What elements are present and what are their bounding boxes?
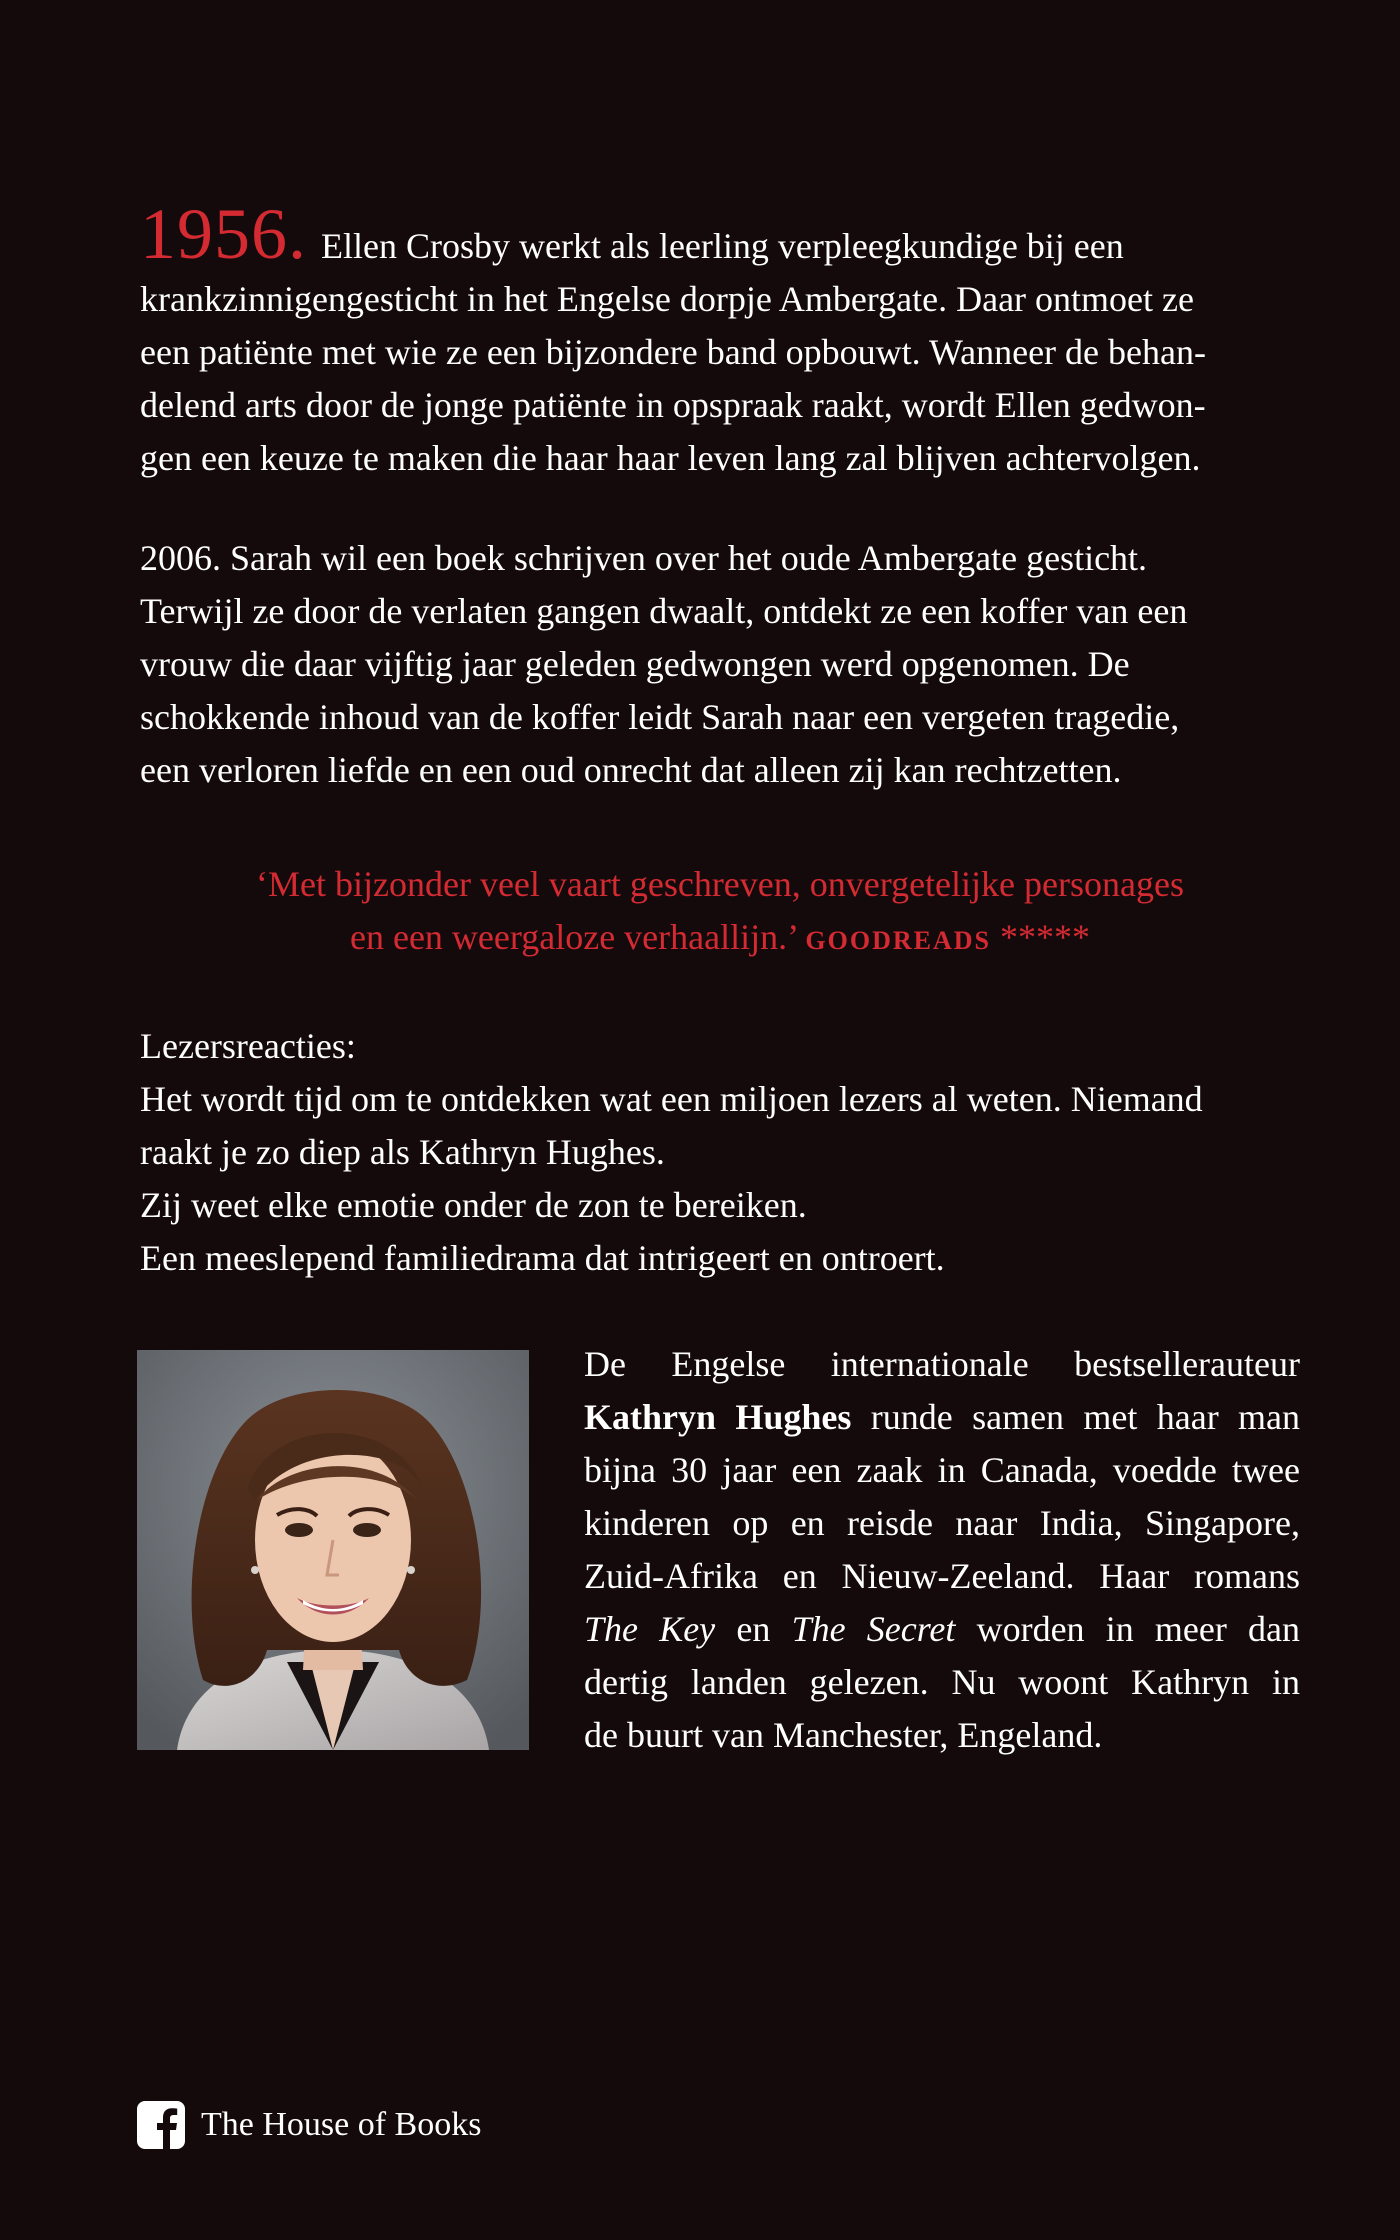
blurb-line: krankzinnigengesticht in het Engelse dorpje Ambergate. Daar ontmoet ze: [140, 279, 1194, 319]
publisher-footer: [137, 2100, 481, 2150]
bio-line: Zuid-Afrika en Nieuw-Zeeland. Haar romans: [584, 1556, 1300, 1596]
blurb-line: Terwijl ze door de verlaten gangen dwaalt, ontdekt ze een koffer van een: [140, 591, 1188, 631]
book-title: The Key: [584, 1609, 716, 1649]
quote-line: ‘Met bijzonder veel vaart geschreven, onvergetelijke personages: [256, 864, 1184, 904]
review-line: raakt je zo diep als Kathryn Hughes.: [140, 1132, 665, 1172]
bio-line: [584, 1603, 1300, 1656]
bio-line: bijna 30 jaar een zaak in Canada, voedde twee: [584, 1450, 1300, 1490]
blurb-paragraph-2006: [140, 532, 1300, 797]
bio-line: kinderen op en reisde naar India, Singapore,: [584, 1503, 1300, 1543]
quote-line: [140, 911, 1300, 967]
blurb-line: gen een keuze te maken die haar haar leven lang zal blijven achtervolgen.: [140, 438, 1201, 478]
bio-line: dertig landen gelezen. Nu woont Kathryn in: [584, 1662, 1300, 1702]
book-title: The Secret: [791, 1609, 956, 1649]
bio-line: De Engelse internationale bestsellerauteur: [584, 1344, 1300, 1384]
bio-text: runde samen met haar man: [870, 1397, 1301, 1437]
blurb-line: een patiënte met wie ze een bijzondere band opbouwt. Wanneer de behan-: [140, 332, 1206, 372]
quote-source: GOODREADS: [805, 926, 991, 955]
rating-stars: *****: [1000, 917, 1090, 957]
author-bio: [584, 1338, 1300, 1762]
review-line: Het wordt tijd om te ontdekken wat een miljoen lezers al weten. Niemand: [140, 1079, 1203, 1119]
blurb-line: een verloren liefde en een oud onrecht dat alleen zij kan rechtzetten.: [140, 750, 1122, 790]
bio-line: [584, 1391, 1300, 1444]
facebook-icon[interactable]: [137, 2101, 185, 2149]
review-line: Een meeslepend familiedrama dat intrigeert en ontroert.: [140, 1238, 945, 1278]
blurb-paragraph-1956: [140, 194, 1300, 485]
blurb-line: vrouw die daar vijftig jaar geleden gedwongen werd opgenomen. De: [140, 644, 1130, 684]
author-name: Kathryn Hughes: [584, 1397, 852, 1437]
review-quote: [140, 858, 1300, 967]
blurb-line: delend arts door de jonge patiënte in opspraak raakt, wordt Ellen gedwon-: [140, 385, 1206, 425]
quote-text: en een weergaloze verhaallijn.’: [350, 917, 797, 957]
blurb-line: [140, 194, 1300, 274]
blurb-text: Ellen Crosby werkt als leerling verpleegkundige bij een: [321, 226, 1124, 266]
bio-text: en: [736, 1609, 771, 1649]
blurb-line: 2006. Sarah wil een boek schrijven over het oude Ambergate gesticht.: [140, 538, 1148, 578]
review-line: Zij weet elke emotie onder de zon te bereiken.: [140, 1185, 807, 1225]
reviews-heading: Lezersreacties:: [140, 1026, 356, 1066]
bio-line: de buurt van Manchester, Engeland.: [584, 1715, 1103, 1755]
year-1956: 1956.: [140, 194, 307, 274]
reader-reviews: [140, 1020, 1300, 1285]
blurb-line: schokkende inhoud van de koffer leidt Sarah naar een vergeten tragedie,: [140, 697, 1180, 737]
bio-text: worden in meer dan: [976, 1609, 1301, 1649]
publisher-name[interactable]: The House of Books: [201, 2106, 482, 2143]
author-photo: [137, 1350, 529, 1750]
